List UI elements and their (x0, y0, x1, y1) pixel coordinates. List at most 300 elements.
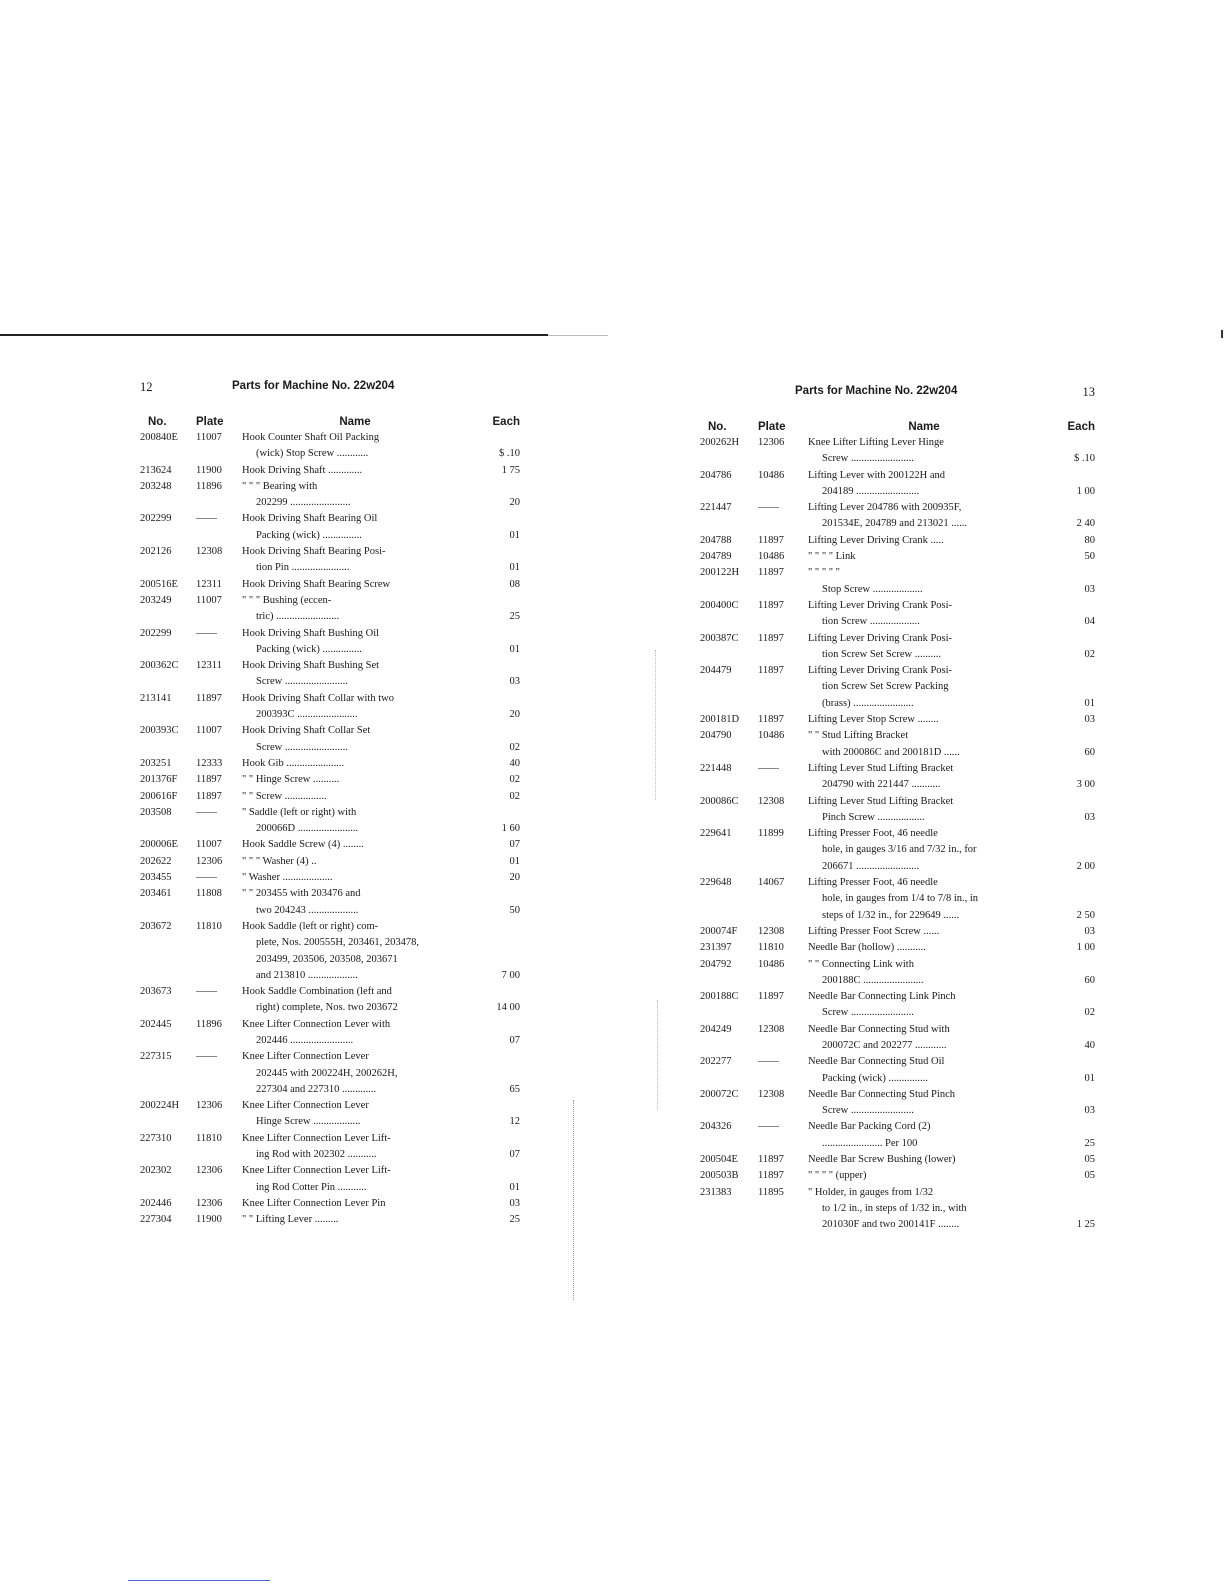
part-number: 200840E (140, 432, 178, 443)
part-name (242, 511, 468, 544)
plate-number: 12306 (196, 1100, 223, 1112)
plate-number: 11897 (758, 632, 784, 644)
table-row (140, 1163, 520, 1196)
plate-number: 12306 (758, 437, 785, 448)
part-name (808, 957, 1040, 990)
plate-number: 11900 (196, 464, 222, 476)
price-value: 1 00 (1076, 485, 1095, 497)
table-row (140, 1098, 520, 1131)
part-name (242, 577, 468, 593)
table-row (140, 723, 520, 756)
table-row (700, 957, 1095, 990)
price-each (468, 544, 520, 577)
part-name (242, 805, 468, 838)
price-each (468, 1049, 520, 1098)
part-number: 200072C (700, 1088, 739, 1100)
part-name-line: " Holder, in gauges from 1/32 (808, 1186, 934, 1198)
part-name-line: 200072C and 202277 ............ (822, 1039, 947, 1051)
price-value: 01 (509, 643, 520, 655)
table-row (700, 533, 1095, 549)
page-title: Parts for Machine No. 22w204 (232, 380, 395, 392)
plate-number: 11810 (758, 942, 784, 954)
price-each (468, 886, 520, 919)
table-row (140, 772, 520, 788)
part-name-line: " " " Washer (4) .. (242, 855, 317, 867)
price-value: 25 (509, 1214, 520, 1226)
part-name-line: Knee Lifter Connection Lever (242, 1100, 369, 1112)
part-name (242, 691, 468, 724)
plate-number: 11007 (196, 432, 222, 443)
part-name-line: 203499, 203506, 203508, 203671 (256, 953, 398, 965)
part-number: 200262H (700, 437, 740, 448)
part-name-line: Lifting Lever with 200122H and (808, 469, 946, 481)
plate-number: 11897 (758, 567, 784, 579)
price-value: 60 (1084, 974, 1095, 986)
price-value: 07 (509, 1034, 520, 1046)
part-name-line: 206671 ........................ (822, 860, 920, 872)
price-value: 03 (1084, 925, 1095, 937)
plate-number: —— (758, 762, 779, 774)
part-number: 203461 (140, 888, 172, 900)
part-name-line: " " 203455 with 203476 and (242, 888, 361, 900)
part-name-line: (brass) ....................... (822, 697, 914, 709)
price-value: 03 (1084, 583, 1095, 595)
price-value: 3 00 (1076, 779, 1095, 791)
price-value: 20 (509, 709, 520, 721)
price-value: 50 (509, 904, 520, 916)
part-name-line: Knee Lifter Connection Lever with (242, 1018, 391, 1030)
table-row (700, 924, 1095, 940)
part-name (808, 875, 1040, 924)
parts-table (700, 435, 1095, 1234)
plate-number: 11810 (196, 1132, 222, 1144)
plate-number: 11897 (196, 774, 222, 786)
table-row (700, 631, 1095, 664)
part-name (808, 728, 1040, 761)
part-name-line: Hook Saddle (left or right) com- (242, 920, 379, 932)
part-name-line: tion Screw Set Screw Packing (822, 681, 949, 693)
gutter-dots (655, 650, 656, 800)
part-number: 204786 (700, 469, 732, 481)
part-number: 202302 (140, 1165, 172, 1177)
price-value: 14 00 (496, 1002, 520, 1014)
part-number: 200393C (140, 725, 179, 737)
price-each (1040, 1185, 1095, 1234)
table-row (140, 984, 520, 1017)
part-name (242, 772, 468, 788)
plate-number: 11900 (196, 1214, 222, 1226)
part-name-line: Needle Bar (hollow) ........... (808, 942, 926, 954)
price-value: 1 75 (501, 464, 520, 476)
price-each (1040, 957, 1095, 990)
part-name-line: " " " " " (808, 567, 840, 579)
plate-number: 12333 (196, 757, 223, 769)
part-name-line: 204790 with 221447 ........... (822, 779, 941, 791)
top-rule-faint (548, 335, 608, 336)
plate-number: —— (196, 872, 217, 884)
part-name-line: Needle Bar Connecting Link Pinch (808, 991, 956, 1003)
price-each (468, 756, 520, 772)
table-row (140, 837, 520, 853)
price-value: 02 (509, 790, 520, 802)
price-each (468, 1212, 520, 1228)
part-name-line: Packing (wick) ............... (256, 529, 362, 541)
part-name-line: Knee Lifter Connection Lever Lift- (242, 1165, 391, 1177)
price-value: 40 (509, 757, 520, 769)
part-name-line: Pinch Screw .................. (822, 811, 925, 823)
table-row (700, 1119, 1095, 1152)
price-each (468, 593, 520, 626)
price-each (468, 984, 520, 1017)
part-name-line: Lifting Presser Foot, 46 needle (808, 828, 938, 840)
price-value: $ .10 (1074, 453, 1095, 465)
part-name-line: " Washer ................... (242, 872, 333, 884)
part-name (242, 479, 468, 512)
table-row (140, 805, 520, 838)
table-row (700, 1185, 1095, 1234)
part-name (242, 1049, 468, 1098)
part-number: 227315 (140, 1051, 172, 1063)
part-name-line: tion Screw ................... (822, 616, 920, 628)
price-each (468, 870, 520, 886)
part-number: 202446 (140, 1197, 172, 1209)
part-number: 200504E (700, 1154, 738, 1166)
plate-number: 11897 (758, 534, 784, 546)
price-each (468, 837, 520, 853)
plate-number: 12311 (196, 578, 222, 590)
price-value: 01 (509, 562, 520, 574)
part-name (808, 940, 1040, 956)
part-name-line: Knee Lifter Connection Lever Lift- (242, 1132, 391, 1144)
table-row (700, 728, 1095, 761)
part-name (808, 533, 1040, 549)
table-row (700, 500, 1095, 533)
part-name-line: 202299 ....................... (256, 497, 351, 509)
part-name-line: tric) ........................ (256, 611, 340, 623)
price-each (468, 1098, 520, 1131)
plate-number: —— (196, 1051, 217, 1063)
part-name-line: Knee Lifter Connection Lever Pin (242, 1197, 386, 1209)
part-number: 203673 (140, 986, 172, 998)
table-row (700, 1022, 1095, 1055)
table-row (700, 1152, 1095, 1168)
part-number: 203508 (140, 806, 172, 818)
part-name-line: Stop Screw ................... (822, 583, 923, 595)
plate-number: 12306 (196, 855, 223, 867)
part-name-line: Lifting Lever 204786 with 200935F, (808, 502, 962, 514)
part-name (242, 870, 468, 886)
price-each (468, 479, 520, 512)
price-each (468, 723, 520, 756)
price-value: 1 00 (1076, 942, 1095, 954)
part-name (242, 1098, 468, 1131)
part-name (808, 761, 1040, 794)
left-page (140, 380, 520, 1229)
part-number: 200181D (700, 714, 740, 726)
part-name-line: right) complete, Nos. two 203672 (256, 1002, 398, 1014)
edge-mark (1221, 330, 1223, 338)
page-title: Parts for Machine No. 22w204 (795, 385, 958, 397)
price-each (1040, 728, 1095, 761)
part-number: 229648 (700, 877, 732, 889)
part-name-line: " " " Bushing (eccen- (242, 594, 332, 606)
top-rule (0, 334, 548, 336)
plate-number: 12308 (758, 925, 785, 937)
part-name-line: ing Rod Cotter Pin ........... (256, 1181, 367, 1193)
part-number: 221448 (700, 762, 732, 774)
price-each (1040, 500, 1095, 533)
part-name (808, 1022, 1040, 1055)
plate-number: 12311 (196, 660, 222, 672)
price-each (468, 1017, 520, 1050)
price-value: 2 50 (1076, 909, 1095, 921)
price-value: 2 40 (1076, 518, 1095, 530)
plate-number: 11007 (196, 725, 222, 737)
table-row (140, 577, 520, 593)
price-each (1040, 1168, 1095, 1184)
part-number: 200400C (700, 599, 739, 611)
plate-number: 11897 (196, 692, 222, 704)
part-name-line: Lifting Lever Driving Crank ..... (808, 534, 944, 546)
part-number: 203249 (140, 594, 172, 606)
part-name-line: Hook Driving Shaft Bushing Set (242, 660, 380, 672)
price-value: 1 60 (501, 823, 520, 835)
part-number: 204788 (700, 534, 732, 546)
part-name-line: tion Pin ...................... (256, 562, 350, 574)
table-row (140, 691, 520, 724)
table-row (140, 593, 520, 626)
price-value: 20 (509, 497, 520, 509)
price-value: 60 (1084, 746, 1095, 758)
part-name-line: ....................... Per 100 (822, 1137, 918, 1149)
price-value: 25 (1084, 1137, 1095, 1149)
plate-number: 11897 (196, 790, 222, 802)
part-name-line: (wick) Stop Screw ............ (256, 448, 369, 460)
table-row (700, 435, 1095, 468)
part-name (242, 789, 468, 805)
table-row (140, 1017, 520, 1050)
part-name-line: Knee Lifter Lifting Lever Hinge (808, 437, 944, 448)
part-name (808, 663, 1040, 712)
part-name-line: Hook Driving Shaft Bearing Oil (242, 513, 378, 525)
part-number: 204789 (700, 551, 732, 563)
part-number: 202126 (140, 546, 172, 558)
price-each (468, 1163, 520, 1196)
part-name-line: " " Lifting Lever ......... (242, 1214, 339, 1226)
part-name (808, 598, 1040, 631)
part-name-line: Hook Saddle Combination (left and (242, 986, 392, 998)
price-value: 12 (509, 1116, 520, 1128)
part-number: 200224H (140, 1100, 180, 1112)
part-name-line: Hook Counter Shaft Oil Packing (242, 432, 380, 443)
price-each (1040, 631, 1095, 664)
price-each (1040, 565, 1095, 598)
header-name: Name (908, 421, 940, 433)
plate-number: 14067 (758, 877, 785, 889)
part-name-line: " " Hinge Screw .......... (242, 774, 340, 786)
price-each (1040, 1054, 1095, 1087)
part-name (242, 463, 468, 479)
part-name-line: " " Stud Lifting Bracket (808, 730, 909, 742)
part-name (808, 435, 1040, 468)
price-each (468, 463, 520, 479)
part-number: 200006E (140, 839, 178, 851)
plate-number: 11808 (196, 888, 222, 900)
price-value: 1 25 (1076, 1219, 1095, 1231)
plate-number: 11897 (758, 1170, 784, 1182)
part-name-line: Lifting Lever Driving Crank Posi- (808, 599, 953, 611)
price-value: 50 (1084, 551, 1095, 563)
part-name-line: 200188C ....................... (822, 974, 924, 986)
part-number: 231397 (700, 942, 732, 954)
part-number: 231383 (700, 1186, 732, 1198)
part-number: 229641 (700, 828, 732, 840)
table-row (140, 463, 520, 479)
part-name (242, 723, 468, 756)
price-each (1040, 875, 1095, 924)
price-value: 40 (1084, 1039, 1095, 1051)
price-value: 01 (509, 1181, 520, 1193)
part-name-line: Hook Driving Shaft Collar with two (242, 692, 394, 704)
price-each (468, 919, 520, 984)
price-each (1040, 468, 1095, 501)
header-each: Each (492, 416, 520, 428)
part-name-line: hole, in gauges from 1/4 to 7/8 in., in (822, 893, 979, 905)
plate-number: 12308 (758, 1023, 785, 1035)
part-number: 203672 (140, 920, 172, 932)
plate-number: 11895 (758, 1186, 784, 1198)
part-number: 200387C (700, 632, 739, 644)
plate-number: 12308 (758, 1088, 785, 1100)
header-name: Name (339, 416, 371, 428)
table-row (140, 544, 520, 577)
price-each (468, 577, 520, 593)
table-row (700, 761, 1095, 794)
price-each (1040, 940, 1095, 956)
part-name (808, 924, 1040, 940)
table-row (140, 1131, 520, 1164)
part-name-line: Packing (wick) ............... (256, 643, 362, 655)
price-value: 07 (509, 839, 520, 851)
part-number: 227304 (140, 1214, 172, 1226)
part-name-line: Lifting Lever Stud Lifting Bracket (808, 762, 954, 774)
price-each (1040, 598, 1095, 631)
part-number: 200616F (140, 790, 178, 802)
price-each (468, 626, 520, 659)
price-value: 05 (1084, 1154, 1095, 1166)
table-row (700, 468, 1095, 501)
part-name-line: Hook Saddle Screw (4) ........ (242, 839, 364, 851)
right-page (700, 385, 1095, 1234)
price-value: 03 (509, 1197, 520, 1209)
part-number: 203455 (140, 872, 172, 884)
table-row (140, 919, 520, 984)
part-name-line: Hook Driving Shaft ............. (242, 464, 363, 476)
price-each (1040, 924, 1095, 940)
part-number: 202445 (140, 1018, 172, 1030)
price-value: 7 00 (501, 969, 520, 981)
column-headers (700, 413, 1095, 433)
part-name-line: steps of 1/32 in., for 229649 ...... (822, 909, 960, 921)
part-name-line: Screw ........................ (256, 676, 348, 688)
price-value: 20 (509, 872, 520, 884)
part-number: 203248 (140, 480, 172, 492)
plate-number: 11897 (758, 714, 784, 726)
part-name (808, 1152, 1040, 1168)
part-name-line: plete, Nos. 200555H, 203461, 203478, (256, 937, 420, 949)
part-name-line: Needle Bar Connecting Stud with (808, 1023, 950, 1035)
part-name-line: 200393C ....................... (256, 709, 358, 721)
part-name (808, 1185, 1040, 1234)
column-headers (140, 408, 520, 428)
plate-number: 11897 (758, 665, 784, 677)
part-name (242, 1131, 468, 1164)
part-name (808, 1119, 1040, 1152)
part-number: 200516E (140, 578, 178, 590)
price-value: 25 (509, 611, 520, 623)
part-name-line: Packing (wick) ............... (822, 1072, 928, 1084)
page-number: 12 (140, 380, 153, 394)
price-value: 01 (1084, 1072, 1095, 1084)
part-number: 202299 (140, 627, 172, 639)
part-name (242, 658, 468, 691)
price-value: 01 (1084, 697, 1095, 709)
part-name-line: 201534E, 204789 and 213021 ...... (822, 518, 967, 530)
price-value: 05 (1084, 1170, 1095, 1182)
part-name (808, 1168, 1040, 1184)
plate-number: 11896 (196, 1018, 222, 1030)
plate-number: 12308 (196, 546, 223, 558)
right-page-header (700, 385, 1095, 407)
part-name-line: Needle Bar Connecting Stud Oil (808, 1056, 945, 1068)
price-each (1040, 549, 1095, 565)
plate-number: —— (758, 1056, 779, 1068)
part-name (242, 1196, 468, 1212)
part-name (242, 593, 468, 626)
part-number: 200122H (700, 567, 740, 579)
gutter-dots (573, 1100, 574, 1300)
part-name-line: " " " " Link (808, 551, 856, 563)
plate-number: 10486 (758, 730, 785, 742)
part-number: 204479 (700, 665, 732, 677)
gutter-dots (657, 1000, 658, 1110)
part-name-line: Hook Gib ...................... (242, 757, 345, 769)
part-number: 204792 (700, 958, 732, 970)
part-number: 213624 (140, 464, 172, 476)
part-name-line: Lifting Lever Driving Crank Posi- (808, 665, 953, 677)
table-row (700, 663, 1095, 712)
part-name-line: tion Screw Set Screw .......... (822, 648, 941, 660)
part-name (242, 854, 468, 870)
part-name-line: " " Screw ................ (242, 790, 327, 802)
part-name (808, 500, 1040, 533)
part-number: 204790 (700, 730, 732, 742)
table-row (700, 794, 1095, 827)
bottom-link-rule (128, 1580, 270, 1581)
part-name (808, 712, 1040, 728)
part-name (242, 919, 468, 984)
part-name-line: to 1/2 in., in steps of 1/32 in., with (822, 1202, 967, 1214)
part-name (808, 826, 1040, 875)
plate-number: 10486 (758, 551, 785, 563)
part-number: 203251 (140, 757, 172, 769)
part-name (242, 1163, 468, 1196)
price-each (1040, 826, 1095, 875)
table-row (700, 989, 1095, 1022)
part-number: 221447 (700, 502, 732, 514)
table-row (140, 756, 520, 772)
price-each (468, 805, 520, 838)
